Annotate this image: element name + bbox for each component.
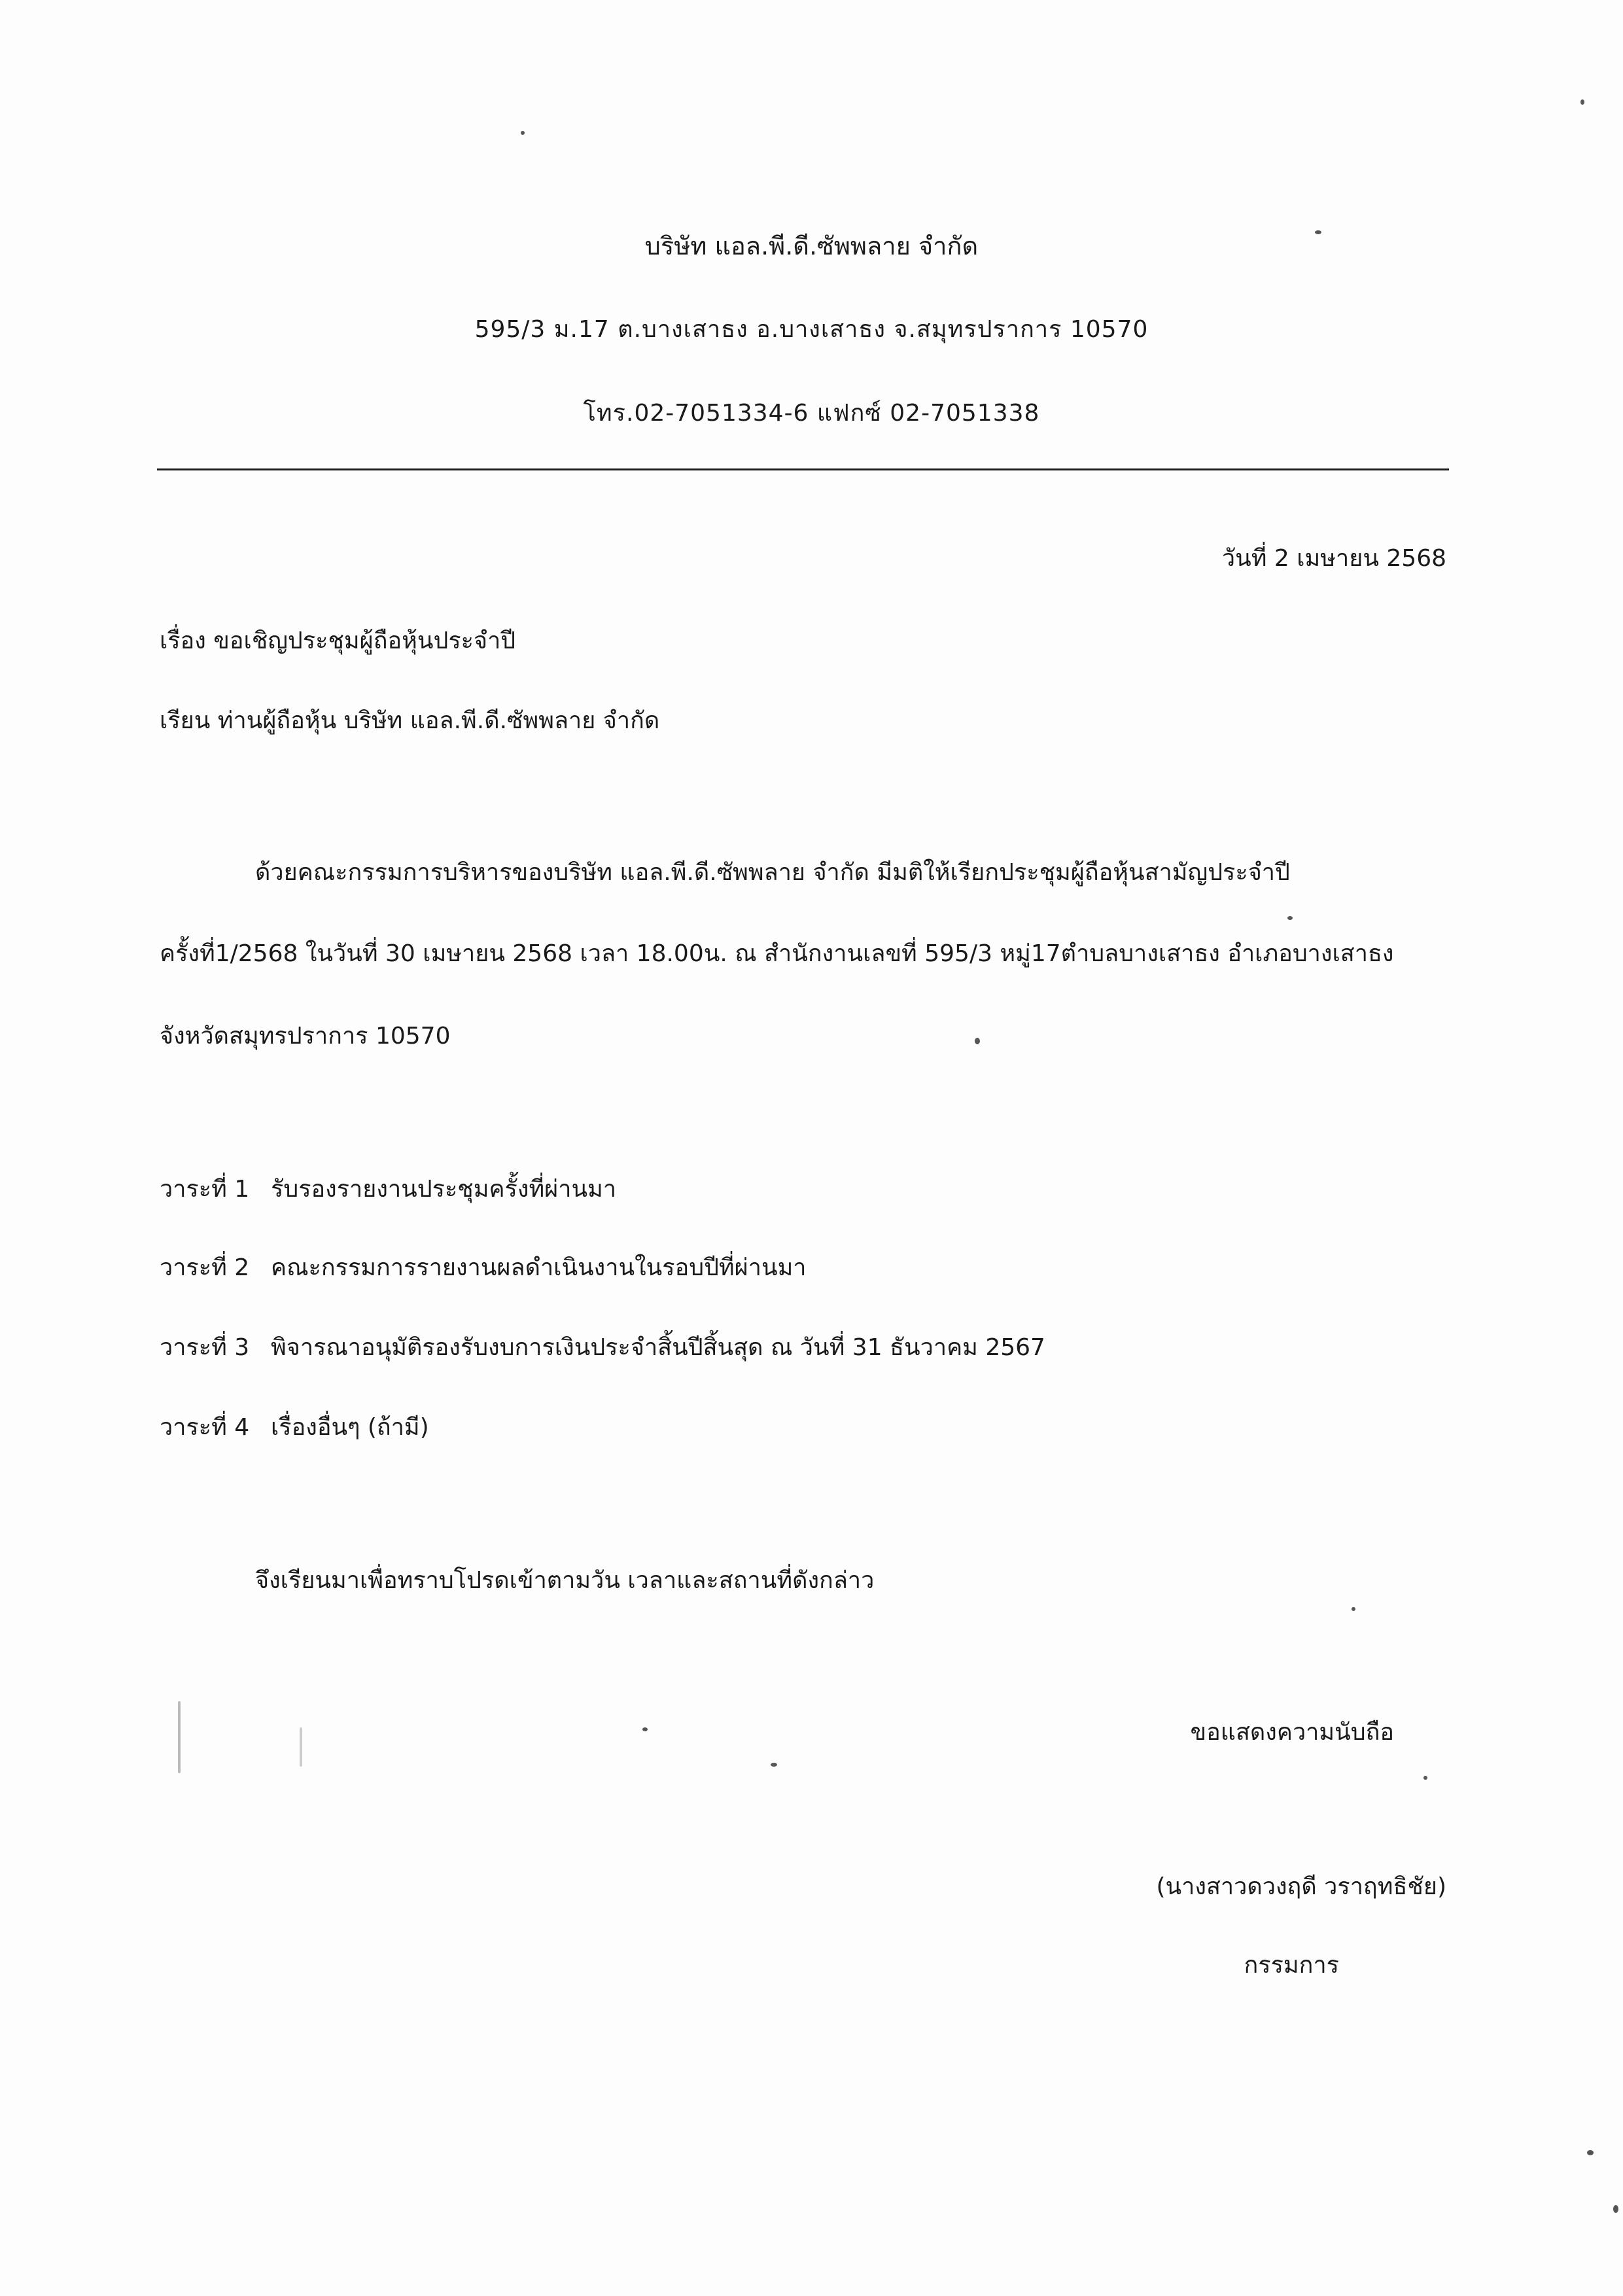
company-name: บริษัท แอล.พี.ดี.ซัพพลาย จำกัด	[644, 232, 979, 260]
signer-name: (นางสาวดวงฤดี วราฤทธิชัย)	[1156, 1873, 1446, 1900]
body-line-2: ครั้งที่1/2568 ในวันที่ 30 เมษายน 2568 เวลา 18.00น. ณ สำนักงานเลขที่ 595/3 หมู่17ตำบลบางเสาธง อำเภอบางเสาธง	[160, 940, 1394, 967]
agenda-item-4	[160, 1412, 429, 1443]
header-divider	[157, 468, 1449, 470]
company-address: 595/3 ม.17 ต.บางเสาธง อ.บางเสาธง จ.สมุทรปราการ 10570	[474, 316, 1149, 343]
scan-speck	[1423, 1776, 1427, 1780]
scan-speck	[178, 1701, 181, 1773]
agenda-text: คณะกรรมการรายงานผลดำเนินงานในรอบปีที่ผ่านมา	[271, 1254, 807, 1281]
scan-speck	[300, 1727, 302, 1767]
scan-speck	[1352, 1607, 1355, 1611]
agenda-label: วาระที่ 1	[160, 1176, 250, 1203]
agenda-label: วาระที่ 4	[160, 1414, 250, 1441]
scan-speck	[642, 1727, 648, 1731]
agenda-text: รับรองรายงานประชุมครั้งที่ผ่านมา	[271, 1176, 617, 1203]
agenda-item-2	[160, 1252, 807, 1284]
scan-speck	[975, 1038, 980, 1044]
regards-text: ขอแสดงความนับถือ	[1190, 1719, 1394, 1746]
scan-speck	[1315, 230, 1321, 234]
company-contact: โทร.02-7051334-6 แฟกซ์ 02-7051338	[583, 400, 1040, 427]
scan-speck	[1587, 2150, 1594, 2155]
letter-recipient: เรียน ท่านผู้ถือหุ้น บริษัท แอล.พี.ดี.ซัพพลาย จำกัด	[160, 707, 660, 734]
closing-text: จึงเรียนมาเพื่อทราบโปรดเข้าตามวัน เวลาและสถานที่ดังกล่าว	[255, 1567, 875, 1594]
agenda-label: วาระที่ 2	[160, 1254, 250, 1281]
scan-speck	[1613, 2205, 1618, 2213]
letter-date: วันที่ 2 เมษายน 2568	[1221, 545, 1446, 572]
signer-position: กรรมการ	[1244, 1952, 1339, 1979]
agenda-item-1	[160, 1174, 616, 1205]
scan-speck	[771, 1763, 777, 1767]
agenda-text: เรื่องอื่นๆ (ถ้ามี)	[271, 1414, 429, 1441]
body-line-1: ด้วยคณะกรรมการบริหารของบริษัท แอล.พี.ดี.ซัพพลาย จำกัด มีมติให้เรียกประชุมผู้ถือหุ้นสามัญประจำปี	[255, 859, 1290, 886]
agenda-item-3	[160, 1332, 1045, 1364]
scan-speck	[1580, 99, 1584, 105]
scan-speck	[1287, 916, 1293, 920]
scan-speck	[521, 131, 525, 135]
body-line-3: จังหวัดสมุทรปราการ 10570	[160, 1023, 451, 1050]
letter-subject: เรื่อง ขอเชิญประชุมผู้ถือหุ้นประจำปี	[160, 627, 516, 654]
agenda-text: พิจารณาอนุมัติรองรับงบการเงินประจำสิ้นปีสิ้นสุด ณ วันที่ 31 ธันวาคม 2567	[271, 1334, 1045, 1361]
agenda-label: วาระที่ 3	[160, 1334, 250, 1361]
